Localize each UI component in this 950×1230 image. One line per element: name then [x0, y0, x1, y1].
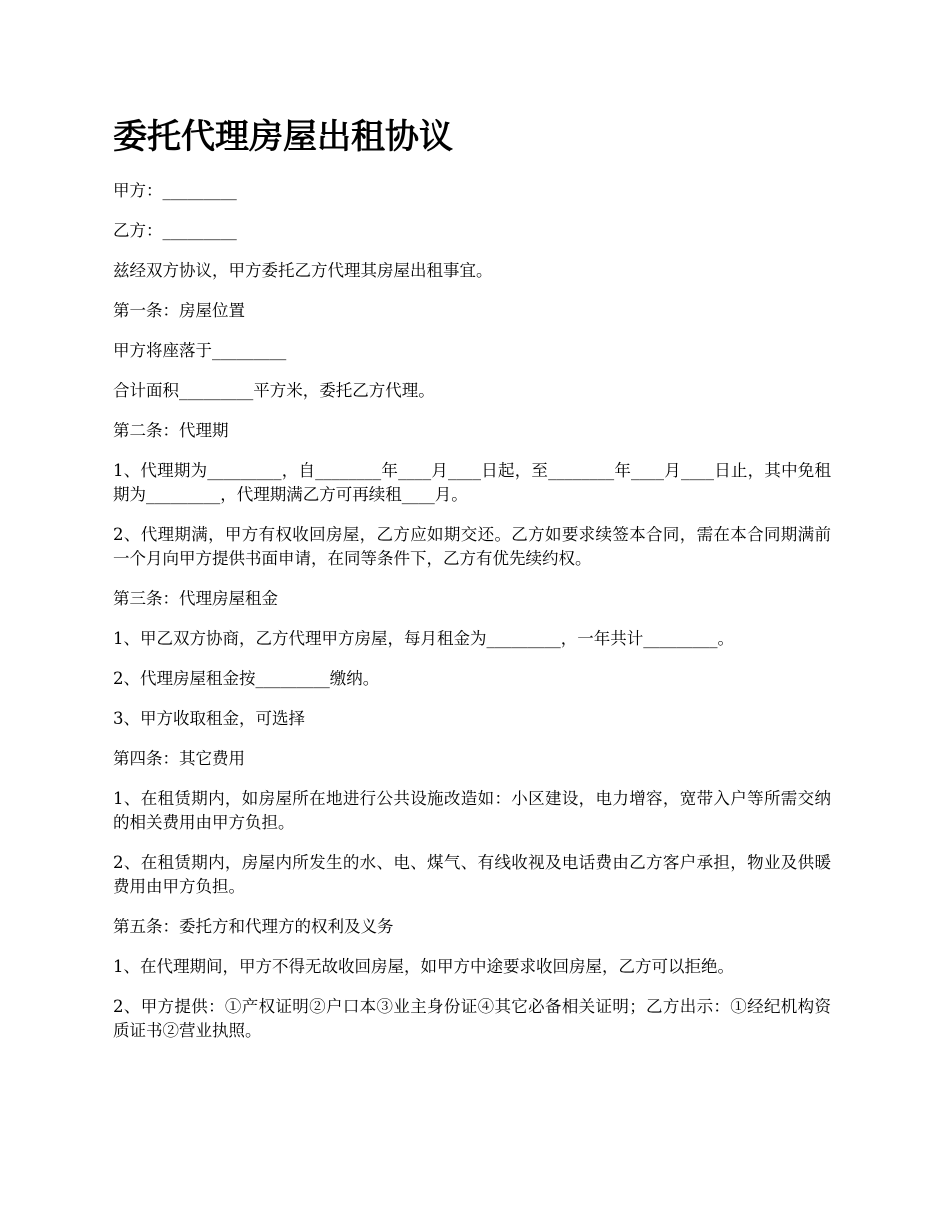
- article-3-clause-3: 3、甲方收取租金，可选择: [113, 709, 305, 728]
- article-4-heading: 第四条：其它费用: [113, 749, 245, 768]
- document-title: 委托代理房屋出租协议: [113, 117, 453, 157]
- article-5-heading: 第五条：委托方和代理方的权利及义务: [113, 917, 394, 936]
- document-body: [113, 113, 831, 1059]
- article-1-location: 甲方将座落于_________: [113, 341, 287, 360]
- party-b-line: 乙方：_________: [113, 221, 237, 240]
- party-a-line: 甲方：_________: [113, 181, 237, 200]
- article-1-area: 合计面积_________平方米，委托乙方代理。: [113, 381, 435, 400]
- article-4-clause-1: 1、在租赁期内，如房屋所在地进行公共设施改造如：小区建设，电力增容，宽带入户等所需交纳的相关费用由甲方负担。: [113, 789, 831, 832]
- article-2-clause-1: 1、代理期为_________，自________年____月____日起，至________年____月____日止，其中免租期为_________，代理期满乙方可再续租____月。: [113, 461, 831, 504]
- article-2-clause-2: 2、代理期满，甲方有权收回房屋，乙方应如期交还。乙方如要求续签本合同，需在本合同期满前一个月向甲方提供书面申请，在同等条件下，乙方有优先续约权。: [113, 525, 831, 568]
- article-2-heading: 第二条：代理期: [113, 421, 229, 440]
- preamble: 兹经双方协议，甲方委托乙方代理其房屋出租事宜。: [113, 261, 493, 280]
- article-5-clause-2: 2、甲方提供：①产权证明②户口本③业主身份证④其它必备相关证明；乙方出示：①经纪机构资质证书②营业执照。: [113, 997, 831, 1040]
- article-3-heading: 第三条：代理房屋租金: [113, 589, 278, 608]
- article-3-clause-1: 1、甲乙双方协商，乙方代理甲方房屋，每月租金为_________，一年共计_________。: [113, 629, 734, 648]
- article-3-clause-2: 2、代理房屋租金按_________缴纳。: [113, 669, 380, 688]
- article-1-heading: 第一条：房屋位置: [113, 301, 245, 320]
- article-5-clause-1: 1、在代理期间，甲方不得无故收回房屋，如甲方中途要求收回房屋，乙方可以拒绝。: [113, 957, 734, 976]
- article-4-clause-2: 2、在租赁期内，房屋内所发生的水、电、煤气、有线收视及电话费由乙方客户承担，物业及供暖费用由甲方负担。: [113, 853, 831, 896]
